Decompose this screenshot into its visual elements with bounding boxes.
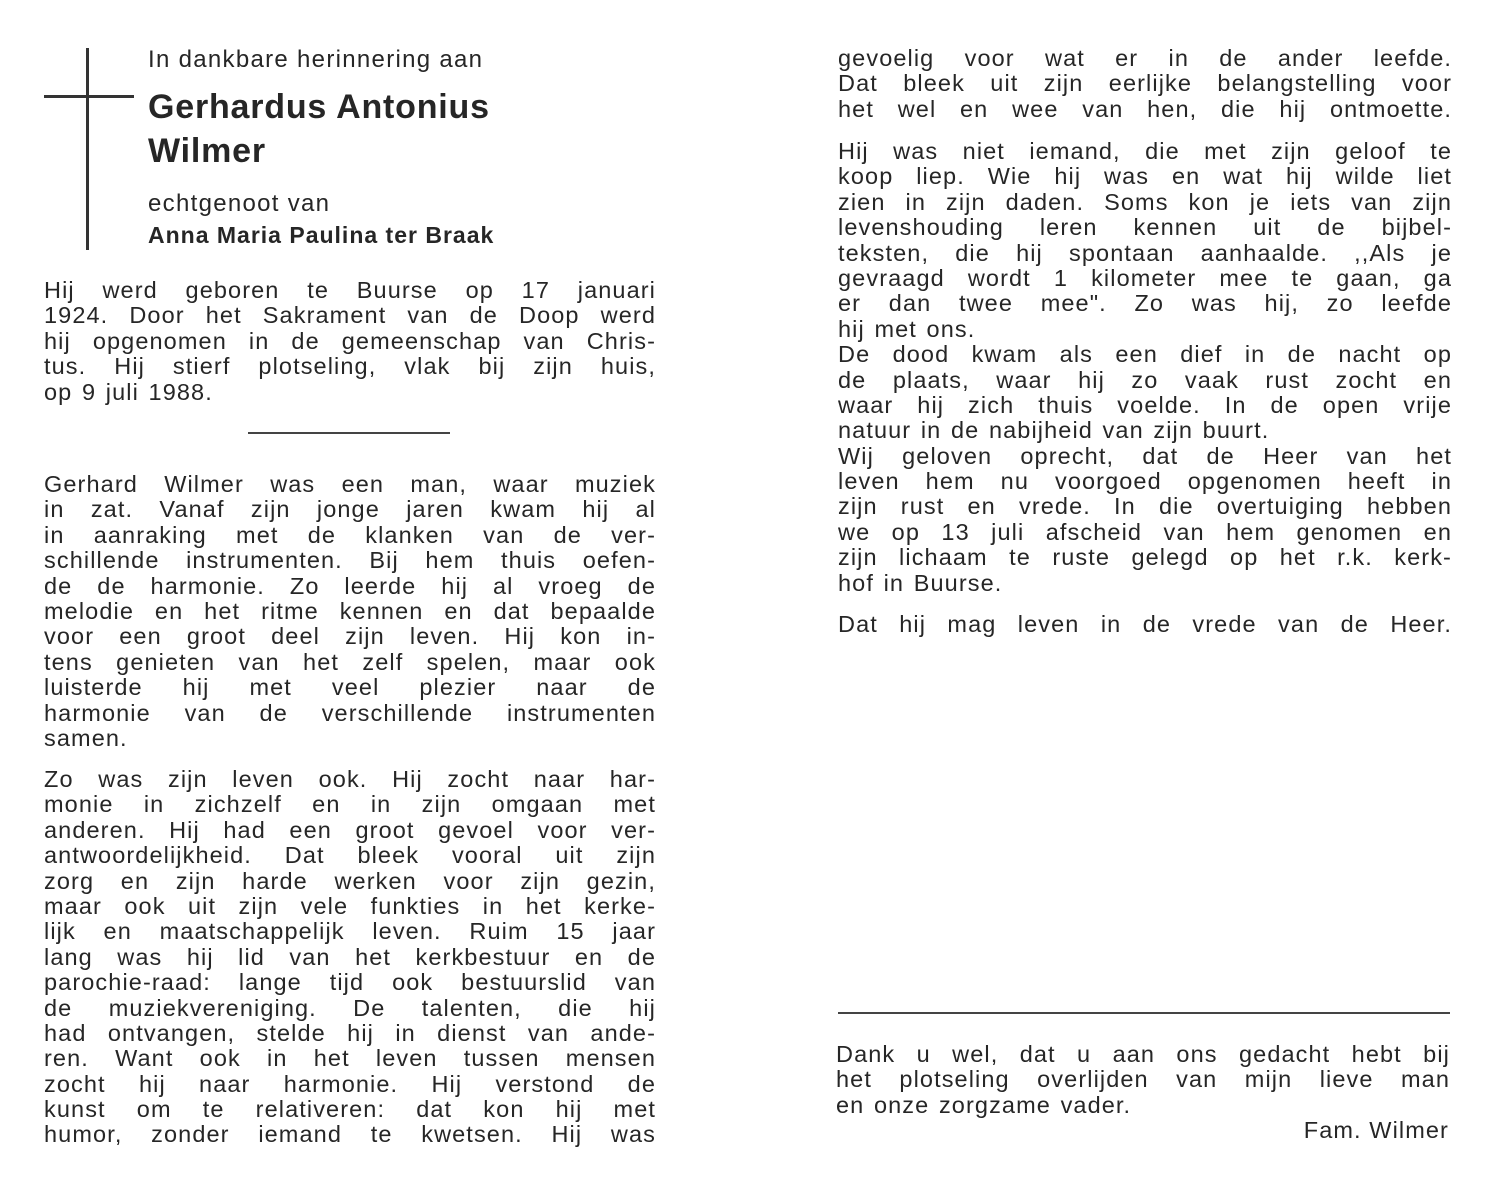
text-line: tens genieten van het zelf spelen, maar ook bbox=[44, 648, 656, 675]
text-line: de plaats, waar hij zo vaak rust zocht en bbox=[838, 366, 1452, 393]
text-line: zijn rust en vrede. In die overtuiging hebben bbox=[838, 493, 1452, 520]
life-paragraph bbox=[44, 767, 656, 1148]
intro-line: In dankbare herinnering aan bbox=[148, 46, 484, 73]
text-line: koop liep. Wie hij was en wat hij wilde liet bbox=[838, 163, 1452, 190]
text-line: Zo was zijn leven ook. Hij zocht naar har- bbox=[44, 766, 656, 792]
deceased-name-last: Wilmer bbox=[148, 132, 266, 170]
text-line: lang was hij lid van het kerkbestuur en de bbox=[44, 943, 656, 970]
feeling-paragraph bbox=[838, 46, 1452, 122]
text-line: Dat bleek uit zijn eerlijke belangstelling voor bbox=[838, 70, 1452, 97]
text-line: luisterde hij met veel plezier naar de bbox=[44, 674, 656, 701]
family-signature: Fam. Wilmer bbox=[1303, 1117, 1449, 1143]
divider bbox=[248, 432, 450, 434]
text-line: levenshouding leren kennen uit de bijbel- bbox=[838, 214, 1452, 241]
text-line: had ontvangen, stelde hij in dienst van ande- bbox=[44, 1019, 656, 1046]
birth-paragraph bbox=[44, 278, 656, 405]
closing-line bbox=[838, 612, 1452, 637]
cross-icon bbox=[86, 48, 89, 250]
text-line: Dank u wel, dat u aan ons gedacht hebt bij bbox=[836, 1041, 1450, 1067]
text-line: hij opgenomen in de gemeenschap van Chris- bbox=[44, 327, 656, 354]
spouse-name: Anna Maria Paulina ter Braak bbox=[148, 222, 495, 248]
cross-icon-bar bbox=[44, 95, 134, 98]
text-line: humor, zonder iemand te kwetsen. Hij was bbox=[44, 1121, 656, 1148]
text-line: natuur in de nabijheid van zijn buurt. bbox=[838, 417, 1270, 444]
text-line: op 9 juli 1988. bbox=[44, 378, 213, 405]
text-line: 1924. Door het Sakrament van de Doop werd bbox=[44, 302, 656, 329]
faith-paragraph bbox=[838, 139, 1452, 596]
text-line: Dat hij mag leven in de vrede van de Heer. bbox=[838, 611, 1452, 637]
deceased-name-first: Gerhardus Antonius bbox=[148, 88, 490, 126]
text-line: teksten, die hij spontaan aanhaalde. ,,Als je bbox=[838, 239, 1452, 266]
text-line: samen. bbox=[44, 724, 128, 751]
text-line: zocht hij naar harmonie. Hij verstond de bbox=[44, 1070, 656, 1097]
text-line: hij met ons. bbox=[838, 315, 976, 342]
text-line: Hij werd geboren te Buurse op 17 januari bbox=[44, 277, 656, 303]
text-line: de muziekvereniging. De talenten, die hij bbox=[44, 994, 656, 1021]
text-line: monie in zichzelf en in zijn omgaan met bbox=[44, 791, 656, 818]
text-line: zijn lichaam te ruste gelegd op het r.k. kerk- bbox=[838, 544, 1452, 571]
text-line: Gerhard Wilmer was een man, waar muziek bbox=[44, 471, 656, 497]
text-line: hof in Buurse. bbox=[838, 569, 1003, 596]
text-line: antwoordelijkheid. Dat bleek vooral uit zijn bbox=[44, 842, 656, 869]
text-line: Hij was niet iemand, die met zijn geloof te bbox=[838, 138, 1452, 164]
text-line: Wij geloven oprecht, dat de Heer van het bbox=[838, 442, 1452, 469]
text-line: in zat. Vanaf zijn jonge jaren kwam hij al bbox=[44, 496, 656, 523]
text-line: melodie en het ritme kennen en dat bepaalde bbox=[44, 597, 656, 624]
text-line: tus. Hij stierf plotseling, vlak bij zijn huis, bbox=[44, 353, 656, 380]
music-paragraph bbox=[44, 472, 656, 751]
text-line: leven hem nu voorgoed opgenomen heeft in bbox=[838, 468, 1452, 495]
text-line: anderen. Hij had een groot gevoel voor ver- bbox=[44, 816, 656, 843]
text-line: het plotseling overlijden van mijn lieve man bbox=[836, 1066, 1450, 1093]
thanks-paragraph bbox=[836, 1042, 1450, 1118]
text-line: maar ook uit zijn vele funkties in het kerke- bbox=[44, 892, 656, 919]
text-line: ren. Want ook in het leven tussen mensen bbox=[44, 1045, 656, 1072]
text-line: De dood kwam als een dief in de nacht op bbox=[838, 341, 1452, 368]
spouse-label: echtgenoot van bbox=[148, 190, 331, 217]
text-line: in aanraking met de klanken van de ver- bbox=[44, 521, 656, 548]
text-line: gevraagd wordt 1 kilometer mee te gaan, ga bbox=[838, 264, 1452, 291]
text-line: voor een groot deel zijn leven. Hij kon in- bbox=[44, 623, 656, 650]
text-line: het wel en wee van hen, die hij ontmoette. bbox=[838, 95, 1452, 122]
divider bbox=[838, 1012, 1450, 1014]
text-line: waar hij zich thuis voelde. In de open vrije bbox=[838, 391, 1452, 418]
text-line: parochie-raad: lange tijd ook bestuurslid van bbox=[44, 969, 656, 996]
text-line: we op 13 juli afscheid van hem genomen en bbox=[838, 518, 1452, 545]
text-line: gevoelig voor wat er in de ander leefde. bbox=[838, 45, 1452, 71]
text-line: zorg en zijn harde werken voor zijn gezin, bbox=[44, 867, 656, 894]
text-line: harmonie van de verschillende instrumenten bbox=[44, 699, 656, 726]
text-line: lijk en maatschappelijk leven. Ruim 15 jaar bbox=[44, 918, 656, 945]
text-line: en onze zorgzame vader. bbox=[836, 1091, 1132, 1118]
text-line: er dan twee mee". Zo was hij, zo leefde bbox=[838, 290, 1452, 317]
text-line: de de harmonie. Zo leerde hij al vroeg de bbox=[44, 572, 656, 599]
text-line: kunst om te relativeren: dat kon hij met bbox=[44, 1096, 656, 1123]
text-line: schillende instrumenten. Bij hem thuis oefen- bbox=[44, 547, 656, 574]
text-line: zien in zijn daden. Soms kon je iets van zijn bbox=[838, 188, 1452, 215]
